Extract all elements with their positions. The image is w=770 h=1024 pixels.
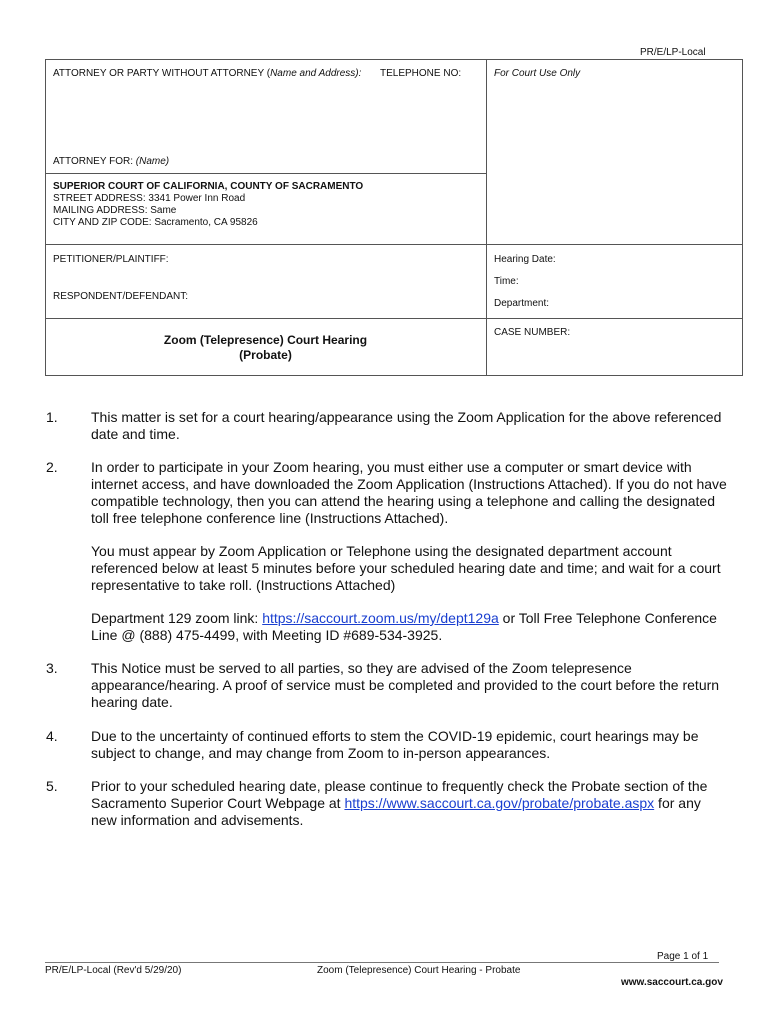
caption-divider-parties [45,244,742,245]
court-name: SUPERIOR COURT OF CALIFORNIA, COUNTY OF SACRAMENTO [53,181,364,192]
item-2-number: 2. [46,459,58,475]
item-2-extra-text: You must appear by Zoom Application or Telephone using the designated department account referenced below at least 5 minutes before your scheduled hearing date and time; and wait for a court representative to take roll. (Instructions Attached) [91,543,721,593]
form-title-line1: Zoom (Telepresence) Court Hearing [163,333,368,347]
item-3-text: This Notice must be served to all parties, so they are advised of the Zoom telepresence appearance/hearing. A proof of service must be completed and provided to the court before the return hearing date. [91,660,720,710]
department-label: Department: [494,298,550,309]
caption-divider-vertical [486,59,487,375]
page-number: Page 1 of 1 [657,951,709,962]
attorney-for-label: ATTORNEY FOR: (Name) [53,156,170,167]
footer-revision: PR/E/LP-Local (Rev'd 5/29/20) [45,965,182,976]
item-4-number: 4. [46,728,58,744]
item-5-number: 5. [46,778,58,794]
item-3-number: 3. [46,660,58,676]
zoom-dept129-link[interactable]: https://saccourt.zoom.us/my/dept129a [262,610,499,626]
footer-rule [45,962,719,963]
mailing-address: MAILING ADDRESS: Same [53,205,177,216]
footer-website: www.saccourt.ca.gov [621,977,723,988]
city-zip: CITY AND ZIP CODE: Sacramento, CA 95826 [53,217,258,228]
item-2-text: In order to participate in your Zoom hearing, you must either use a computer or smart device with internet access, and have downloaded the Zoom Application (Instructions Attached). If you do not have compatible technology, then you can attend the hearing using a telephone and calling the designated toll free telephone conference line (Instructions Attached). [91,459,727,526]
item-1-number: 1. [46,409,58,425]
respondent-label: RESPONDENT/DEFENDANT: [53,291,189,302]
form-title [45,333,486,363]
case-number-label: CASE NUMBER: [494,327,571,338]
petitioner-label: PETITIONER/PLAINTIFF: [53,254,169,265]
telephone-label: TELEPHONE NO: [380,68,462,79]
attorney-label: ATTORNEY OR PARTY WITHOUT ATTORNEY (Name and Address): [53,68,362,79]
caption-divider-court [45,173,487,174]
probate-webpage-link[interactable]: https://www.saccourt.ca.gov/probate/probate.aspx [344,795,655,811]
footer-title: Zoom (Telepresence) Court Hearing - Probate [317,965,521,976]
item-1-text: This matter is set for a court hearing/appearance using the Zoom Application for the above referenced date and time. [91,409,722,442]
hearing-date-label: Hearing Date: [494,254,556,265]
form-title-line2: (Probate) [239,348,292,362]
time-label: Time: [494,276,519,287]
item-5-text: Prior to your scheduled hearing date, please continue to frequently check the Probate section of the Sacramento Superior Court Webpage at https://www.saccourt.ca.gov/probate/probate.aspx for any new information and advisements. [91,778,708,828]
item-2-department-text: Department 129 zoom link: https://saccourt.zoom.us/my/dept129a or Toll Free Telephone Conference Line @ (888) 475-4499, with Meeting ID #689-534-3925. [91,610,717,643]
form-code-header: PR/E/LP-Local [640,47,706,58]
street-address: STREET ADDRESS: 3341 Power Inn Road [53,193,246,204]
item-4-text: Due to the uncertainty of continued efforts to stem the COVID-19 epidemic, court hearings may be subject to change, and may change from Zoom to in-person appearances. [91,728,699,761]
caption-divider-title [45,318,742,319]
court-use-label: For Court Use Only [494,68,581,79]
